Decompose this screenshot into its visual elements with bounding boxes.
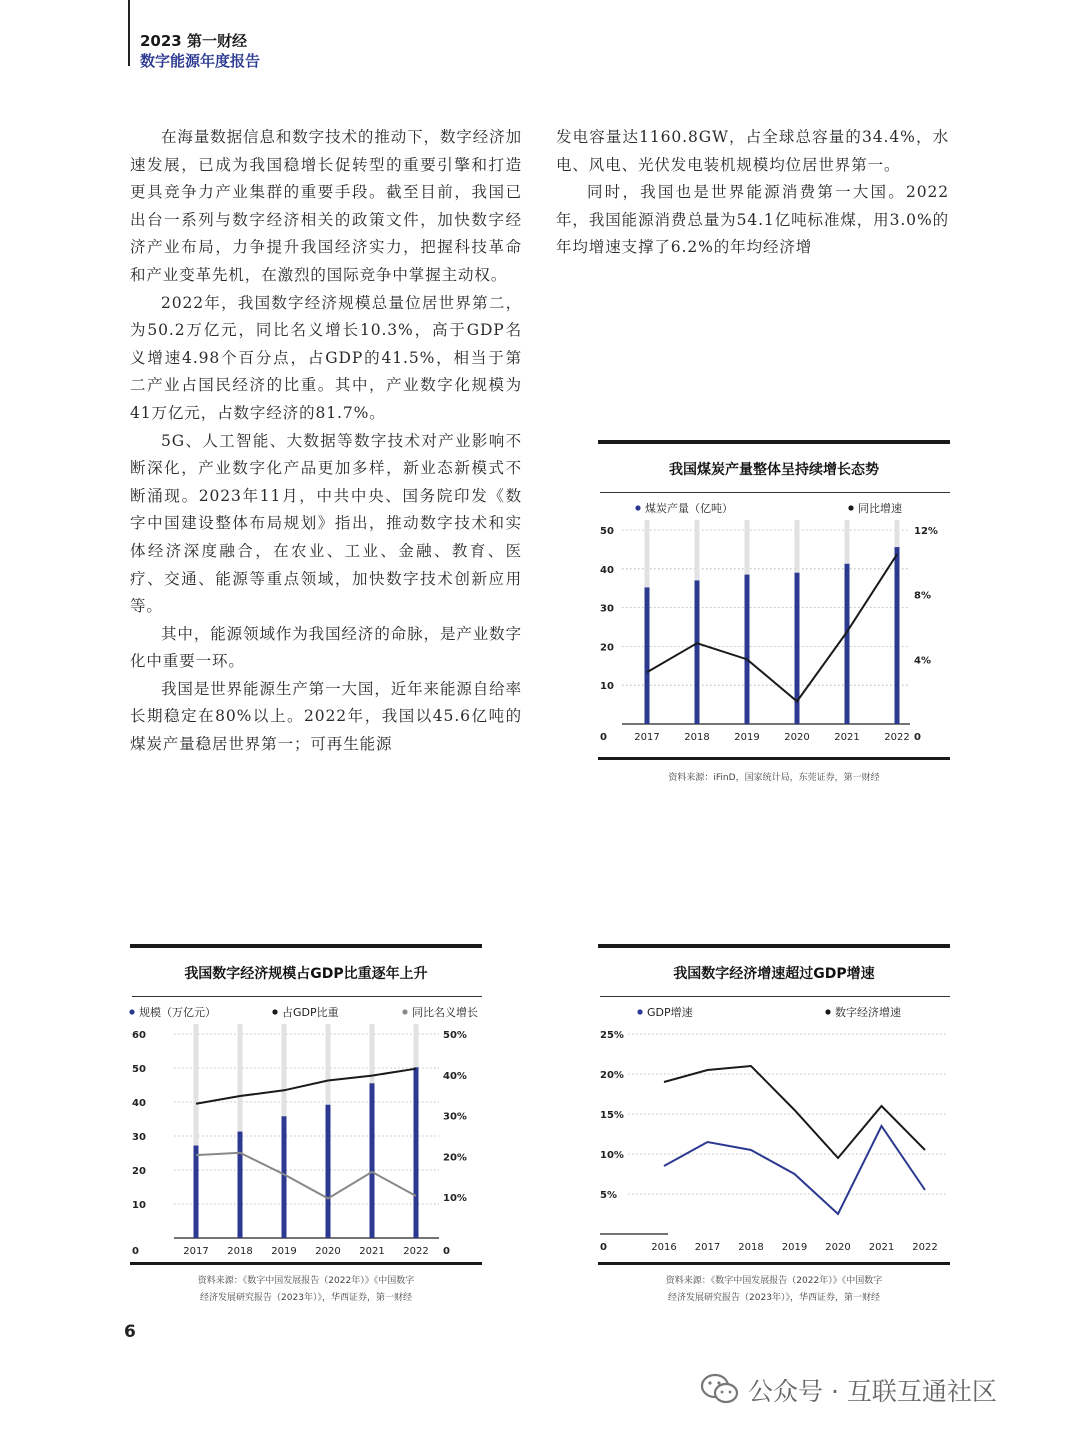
digital-economy-vs-gdp-growth-chart [598,944,950,1306]
coal-production-chart [598,440,950,788]
chart-bottom-rule [598,1262,950,1265]
legend-label: 规模（万亿元） [139,1006,216,1019]
bar [326,1105,331,1238]
series-line [196,1069,416,1104]
watermark-text: 公众号 · 互联互通社区 [748,1377,997,1406]
x-tick-label: 2020 [315,1246,341,1257]
y2-tick-label: 0 [914,732,921,743]
y-tick-label: 20 [600,642,614,654]
legend-marker [402,1009,407,1014]
paragraph: 我国是世界能源生产第一大国，近年来能源自给率长期稳定在80%以上。2022年，我国以45.6亿吨的煤炭产量稳居世界第一；可再生能源 [130,679,522,754]
bar [414,1067,419,1238]
bar [695,580,700,724]
bar [645,587,650,724]
chart-source: 经济发展研究报告（2023年）》，华西证券，第一财经 [668,1293,880,1303]
chart-source: 资料来源：《数字中国发展报告（2022年）》《中国数字 [665,1276,883,1286]
bar [895,547,900,724]
header-rule [128,0,130,66]
y-tick-label: 15% [600,1110,624,1121]
chart-title: 我国数字经济增速超过GDP增速 [673,966,875,982]
y-tick-label: 0 [132,1246,139,1257]
legend-label: 数字经济增速 [835,1006,901,1019]
x-tick-label: 2022 [403,1246,429,1257]
legend-marker [635,505,640,510]
legend-marker [637,1009,642,1014]
chart-top-rule [598,944,950,948]
x-tick-label: 2021 [834,732,860,743]
legend-label: 同比增速 [858,502,902,515]
y-tick-label: 25% [600,1030,624,1041]
bar [238,1132,243,1238]
chart-top-rule [130,944,482,948]
y2-tick-label: 10% [443,1193,467,1205]
x-tick-label: 2017 [634,732,660,743]
legend-marker [129,1009,134,1014]
x-tick-label: 2018 [684,732,710,743]
y-tick-label: 10% [600,1150,624,1161]
y2-tick-label: 40% [443,1070,467,1082]
legend-marker [848,505,853,510]
y2-tick-label: 12% [914,526,938,537]
y-tick-label: 0 [600,732,607,743]
y-tick-label: 0 [600,1242,607,1253]
x-tick-label: 2020 [784,732,810,743]
paragraph: 5G、人工智能、大数据等数字技术对产业影响不断深化，产业数字化产品更加多样，新业态新模式不断涌现。2023年11月，中共中央、国务院印发《数字中国建设整体布局规划》指出，推动数字技术和实体经济深度融合，在农业、工业、金融、教育、医疗、交通、能源等重点领域，加快数字技术创新应用等。 [130,431,522,616]
chart-source: 资料来源：iFinD，国家统计局，东莞证券，第一财经 [668,773,880,783]
wechat-icon [700,1372,740,1406]
y-tick-label: 40 [132,1098,146,1109]
y-tick-label: 30 [600,603,614,615]
report-year-title: 2023 第一财经 [140,32,247,50]
chart-title: 我国煤炭产量整体呈持续增长态势 [669,462,879,478]
chart-source: 资料来源：《数字中国发展报告（2022年）》《中国数字 [197,1276,415,1286]
coal-production-chart-svg [598,440,950,788]
legend-label: GDP增速 [647,1006,693,1019]
y-tick-label: 5% [600,1190,617,1201]
paragraph: 同时，我国也是世界能源消费第一大国。2022年，我国能源消费总量为54.1亿吨标准煤，用3.0%的年均增速支撑了6.2%的年均经济增 [556,183,949,257]
legend-label: 占GDP比重 [282,1006,339,1019]
x-tick-label: 2017 [183,1246,209,1257]
y-tick-label: 50 [600,526,614,537]
series-line [647,554,897,701]
bar [845,564,850,724]
y-tick-label: 40 [600,564,614,576]
y2-tick-label: 50% [443,1030,467,1041]
y-tick-label: 10 [600,681,614,693]
y-tick-label: 50 [132,1064,146,1075]
paragraph: 其中，能源领域作为我国经济的命脉，是产业数字化中重要一环。 [130,624,522,671]
x-tick-label: 2019 [734,732,760,743]
bar [745,575,750,724]
y-tick-label: 20 [132,1166,146,1177]
y-tick-label: 20% [600,1070,624,1081]
legend-label: 同比名义增长 [412,1006,478,1019]
series-line [196,1153,416,1199]
y2-tick-label: 4% [914,655,931,667]
legend-label: 煤炭产量（亿吨） [645,502,733,515]
y-tick-label: 10 [132,1200,146,1211]
paragraph: 发电容量达1160.8GW，占全球总容量的34.4%，水电、风电、光伏发电装机规模均位居世界第一。 [556,128,949,174]
legend-marker [272,1009,277,1014]
bar [370,1083,375,1238]
y2-tick-label: 0 [443,1246,450,1257]
bar [282,1116,287,1238]
x-tick-label: 2022 [912,1242,938,1253]
series-line [664,1126,925,1214]
x-tick-label: 2021 [359,1246,385,1257]
bar [194,1146,199,1238]
watermark [700,1368,1060,1408]
body-text-left [130,124,522,759]
body-text-right [556,124,949,262]
y-tick-label: 60 [132,1030,146,1041]
x-tick-label: 2019 [781,1242,808,1253]
chart-bottom-rule [130,1262,482,1265]
x-tick-label: 2021 [868,1242,895,1253]
x-tick-label: 2022 [884,732,910,743]
y2-tick-label: 30% [443,1111,467,1123]
x-tick-label: 2019 [271,1246,297,1257]
page-number: 6 [124,1322,136,1342]
x-tick-label: 2020 [825,1242,851,1253]
x-tick-label: 2016 [651,1242,677,1253]
paragraph: 在海量数据信息和数字技术的推动下，数字经济加速发展，已成为我国稳增长促转型的重要引擎和打造更具竞争力产业集群的重要手段。截至目前，我国已出台一系列与数字经济相关的政策文件，加快数字经济产业布局，力争提升我国经济实力，把握科技革命和产业变革先机，在激烈的国际竞争中掌握主动权。 [130,128,522,284]
digital-economy-gdp-share-chart-svg [130,944,482,1306]
chart-top-rule [598,440,950,444]
y2-tick-label: 20% [443,1152,467,1164]
y2-tick-label: 8% [914,590,931,602]
chart-source: 经济发展研究报告（2023年）》，华西证券，第一财经 [200,1293,412,1303]
y-tick-label: 30 [132,1132,146,1143]
digital-economy-gdp-share-chart [130,944,482,1306]
chart-title: 我国数字经济规模占GDP比重逐年上升 [184,966,428,982]
x-tick-label: 2017 [694,1242,721,1253]
report-title: 数字能源年度报告 [140,52,261,70]
legend-marker [825,1009,830,1014]
digital-economy-vs-gdp-growth-chart-svg [598,944,950,1306]
x-tick-label: 2018 [227,1246,253,1257]
chart-bottom-rule [598,757,950,760]
x-tick-label: 2018 [738,1242,764,1253]
paragraph: 2022年，我国数字经济规模总量位居世界第二，为50.2万亿元，同比名义增长10.3%，高于GDP名义增速4.98个百分点，占GDP的41.5%，相当于第二产业占国民经济的比重。其中，产业数字化规模为41万亿元，占数字经济的81.7%。 [130,293,522,422]
